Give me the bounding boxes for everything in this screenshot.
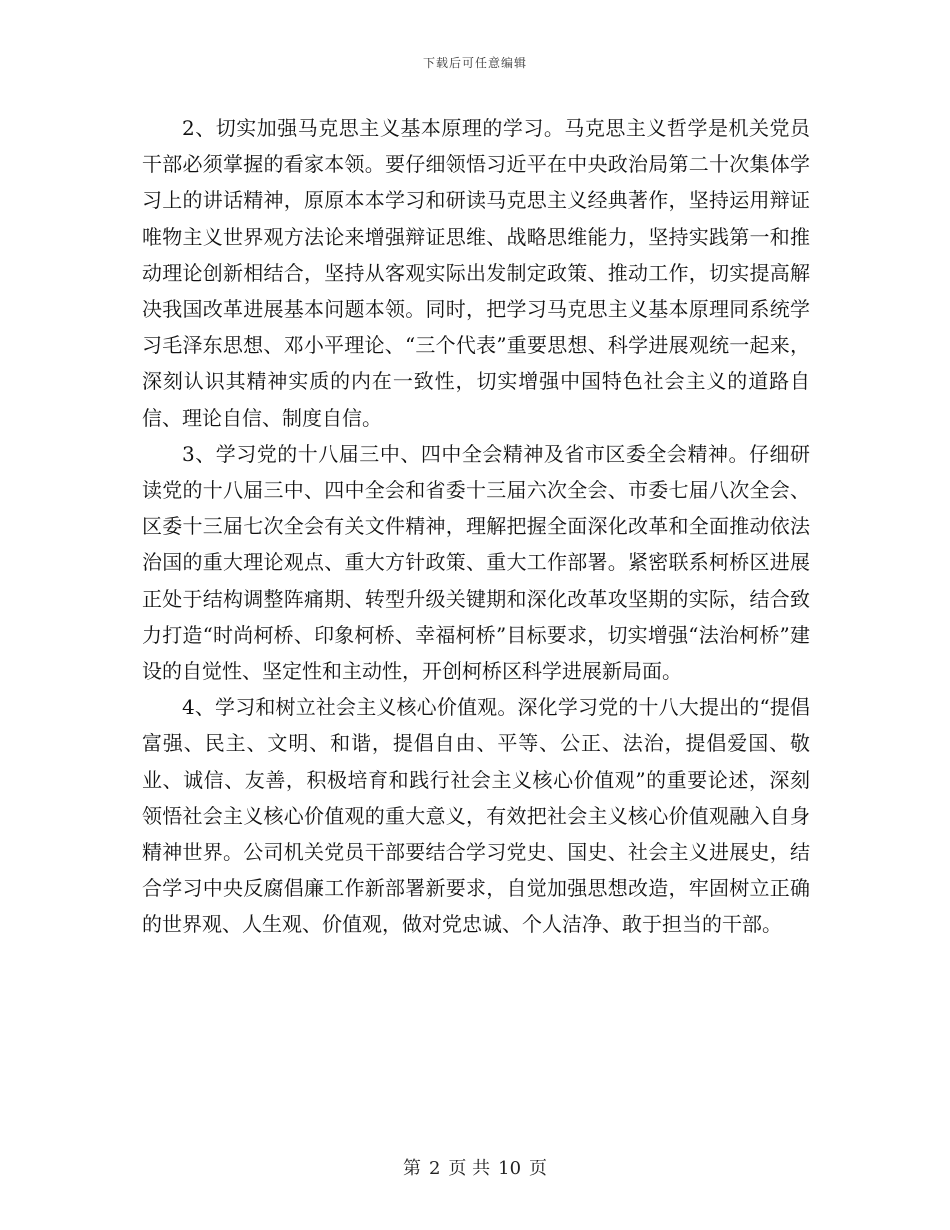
footer-middle: 页 共: [448, 1158, 491, 1179]
paragraph-item-3: 3、学习党的十八届三中、四中全会精神及省市区委全会精神。仔细研读党的十八届三中、四中全会和省委十三届六次全会、市委七届八次全会、区委十三届七次全会有关文件精神，理解把握全面深化改革和全面推动依法治国的重大理论观点、重大方针政策、重大工作部署。紧密联系柯桥区进展正处于结构调整阵痛期、转型升级关键期和深化改革攻坚期的实际，结合致力打造“时尚柯桥、印象柯桥、幸福柯桥”目标要求，切实增强“法治柯桥”建设的自觉性、坚定性和主动性，开创柯桥区科学进展新局面。: [142, 441, 810, 684]
footer-total-pages: 10: [498, 1158, 522, 1179]
document-body: [142, 110, 810, 943]
footer-suffix: 页: [529, 1158, 548, 1179]
page-footer: [0, 1154, 950, 1180]
page-header-note: 下载后可任意编辑: [422, 56, 527, 70]
footer-prefix: 第: [402, 1158, 421, 1179]
paragraph-item-4: 4、学习和树立社会主义核心价值观。深化学习党的十八大提出的“提倡富强、民主、文明、和谐，提倡自由、平等、公正、法治，提倡爱国、敬业、诚信、友善，积极培育和践行社会主义核心价值观”的重要论述，深刻领悟社会主义核心价值观的重大意义，有效把社会主义核心价值观融入自身精神世界。公司机关党员干部要结合学习党史、国史、社会主义进展史，结合学习中央反腐倡廉工作新部署新要求，自觉加强思想改造，牢固树立正确的世界观、人生观、价值观，做对党忠诚、个人洁净、敢于担当的干部。: [142, 695, 810, 937]
footer-page-number: 2: [428, 1158, 441, 1179]
paragraph-item-2: 2、切实加强马克思主义基本原理的学习。马克思主义哲学是机关党员干部必须掌握的看家本领。要仔细领悟习近平在中央政治局第二十次集体学习上的讲话精神，原原本本学习和研读马克思主义经典著作，坚持运用辩证唯物主义世界观方法论来增强辩证思维、战略思维能力，坚持实践第一和推动理论创新相结合，坚持从客观实际出发制定政策、推动工作，切实提高解决我国改革进展基本问题本领。同时，把学习马克思主义基本原理同系统学习毛泽东思想、邓小平理论、“三个代表”重要思想、科学进展观统一起来，深刻认识其精神实质的内在一致性，切实增强中国特色社会主义的道路自信、理论自信、制度自信。: [142, 116, 810, 430]
